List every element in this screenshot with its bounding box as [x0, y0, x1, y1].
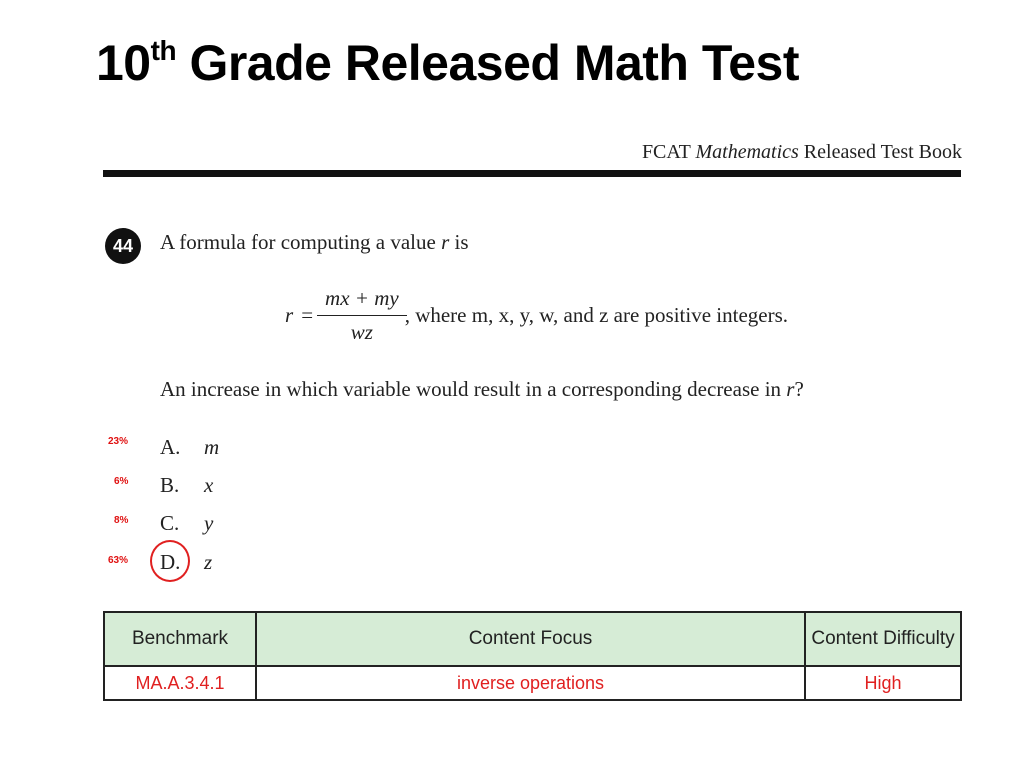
option-letter: D. [160, 550, 181, 574]
option-letter: A. [160, 435, 181, 459]
ask-variable: r [786, 377, 795, 401]
book-prefix: FCAT [641, 141, 696, 163]
intro-text: A formula for computing a value [160, 230, 442, 254]
title-text: Grade Released Math Test [176, 35, 799, 91]
book-italic: Mathematics [695, 141, 799, 163]
option-value: y [204, 511, 214, 535]
header-content-difficulty: Content Difficulty [805, 612, 961, 666]
option-a[interactable] [160, 435, 219, 460]
correct-answer-circle [150, 540, 190, 582]
ask-text: An increase in which variable would result in a corresponding decrease in [160, 377, 787, 401]
header-rule [103, 170, 961, 177]
slide-title [96, 34, 799, 92]
question-prompt [160, 377, 804, 402]
formula-denominator: wz [317, 315, 407, 345]
title-superscript: th [150, 35, 177, 66]
book-suffix: Released Test Book [798, 141, 962, 163]
option-a-percent: 23% [108, 436, 129, 447]
cell-content-focus: inverse operations [256, 666, 805, 700]
book-header [642, 141, 962, 164]
formula-equals: = [301, 303, 314, 327]
option-d-percent: 63% [108, 555, 129, 566]
option-letter: C. [160, 511, 180, 535]
option-b-percent: 6% [114, 476, 129, 487]
title-number: 10 [96, 35, 151, 91]
formula-lhs: r [285, 303, 294, 327]
intro-variable: r [441, 230, 450, 254]
cell-difficulty: High [805, 666, 961, 700]
option-c[interactable] [160, 511, 213, 536]
formula-fraction [321, 286, 403, 345]
intro-end: is [449, 230, 469, 254]
formula-tail: , where m, x, y, w, and z are positive integers. [404, 303, 789, 327]
option-letter: B. [160, 473, 180, 497]
option-value: z [204, 550, 213, 574]
benchmark-table [103, 611, 962, 701]
table-header-row [104, 612, 961, 666]
option-value: m [204, 435, 220, 459]
question-intro [160, 230, 469, 255]
option-value: x [204, 473, 214, 497]
formula-numerator: mx + my [325, 286, 399, 310]
formula [285, 286, 788, 345]
option-b[interactable] [160, 473, 213, 498]
question-number-badge: 44 [105, 228, 141, 264]
table-row [104, 666, 961, 700]
ask-end: ? [794, 377, 804, 401]
cell-benchmark: MA.A.3.4.1 [104, 666, 256, 700]
header-benchmark: Benchmark [104, 612, 256, 666]
option-c-percent: 8% [114, 515, 129, 526]
header-content-focus: Content Focus [256, 612, 805, 666]
